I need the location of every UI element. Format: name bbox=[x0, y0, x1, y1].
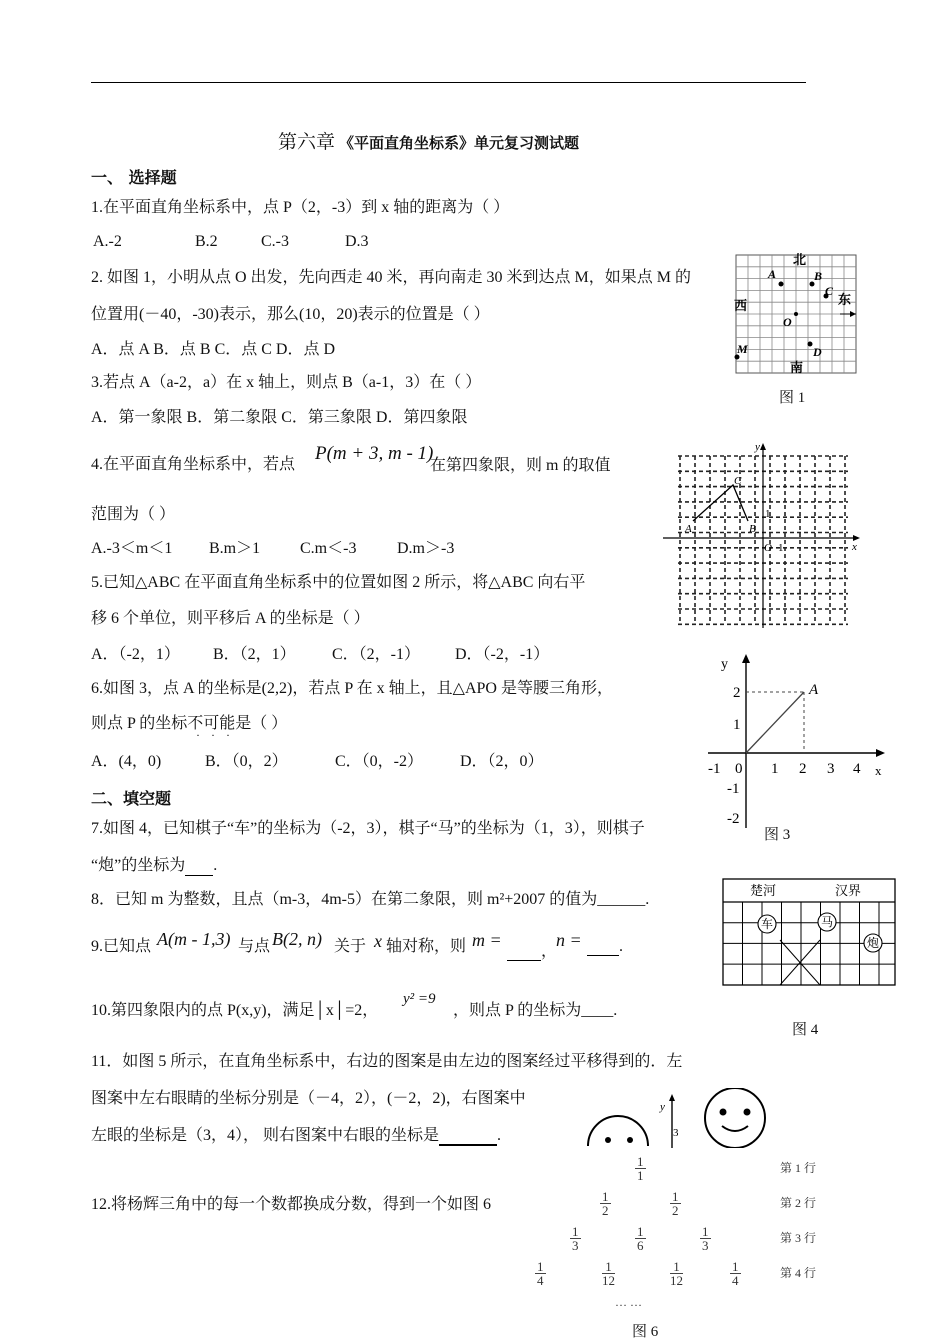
fig6-numerator: 1 bbox=[602, 1260, 615, 1274]
q9-n: n = bbox=[556, 930, 582, 950]
section-heading-choice: 一、 选择题 bbox=[91, 168, 177, 187]
fig6-numerator: 1 bbox=[637, 1224, 644, 1239]
fig6-numerator: 1 bbox=[572, 1224, 579, 1239]
q1-option-a: A.-2 bbox=[93, 233, 122, 250]
fig1-north-label: 北 bbox=[793, 252, 807, 267]
fig6-denominator: 4 bbox=[537, 1273, 544, 1288]
fig6-numerator: 1 bbox=[702, 1224, 709, 1239]
question-6-line-2: 则点 P 的坐标不可能是（ ） bbox=[91, 715, 288, 732]
fig2-point-b: B bbox=[749, 523, 756, 535]
q6-option-b: B．（0，2） bbox=[205, 753, 288, 770]
question-11-line-2: 图案中左右眼睛的坐标分别是（－4，2），(－2，2)，右图案中 bbox=[91, 1090, 526, 1107]
fig2-tick-x1: 1 bbox=[778, 542, 784, 554]
fig6-row-label: 第 3 行 bbox=[780, 1231, 817, 1245]
fig1-west-label: 西 bbox=[734, 298, 748, 313]
fig6-denominator: 2 bbox=[602, 1203, 609, 1218]
question-7-line-1: 7.如图 4，已知棋子“车”的坐标为（-2，3），棋子“马”的坐标为（1，3），则棋子 bbox=[91, 820, 645, 837]
question-2-line-1: 2. 如图 1，小明从点 O 出发，先向西走 40 米，再向南走 30 米到达点 M，如果点 M 的 bbox=[91, 269, 692, 286]
fig2-origin: O bbox=[764, 542, 772, 554]
fig6-fraction bbox=[535, 1260, 546, 1287]
question-5-line-2: 移 6 个单位，则平移后 A 的坐标是（ ） bbox=[91, 610, 370, 627]
fig6-row-label: 第 4 行 bbox=[780, 1266, 817, 1280]
fig2-axis-x: x bbox=[852, 541, 857, 553]
fig3-ytick-neg2: -2 bbox=[727, 811, 740, 827]
fig2-point-a: A bbox=[685, 523, 692, 535]
fig6-denominator: 3 bbox=[572, 1238, 579, 1253]
q9-text-pre: 9.已知点 bbox=[91, 938, 152, 955]
emphasis-dots: ··· bbox=[196, 728, 241, 742]
q9-x: x bbox=[374, 931, 382, 951]
question-5-line-1: 5.已知△ABC 在平面直角坐标系中的位置如图 2 所示，将△ABC 向右平 bbox=[91, 574, 586, 591]
figure-6-caption: 图 6 bbox=[632, 1324, 659, 1340]
q1-option-d: D.3 bbox=[345, 233, 369, 250]
fig3-xtick-3: 3 bbox=[827, 761, 835, 777]
fig3-ytick-2: 2 bbox=[733, 685, 741, 701]
fig6-fraction bbox=[730, 1260, 741, 1287]
q9-point-b: B(2, n) bbox=[272, 929, 322, 949]
fig6-numerator: 1 bbox=[672, 1189, 679, 1204]
q4-option-d: D.m＞-3 bbox=[397, 540, 455, 557]
q3-options: A．第一象限 B．第二象限 C．第三象限 D．第四象限 bbox=[91, 409, 468, 426]
fig2-point-c: C bbox=[734, 475, 742, 487]
fig6-fraction bbox=[700, 1225, 711, 1252]
question-8: 8．已知 m 为整数，且点（m-3，4m-5）在第二象限，则 m²+2007 的值为______. bbox=[91, 891, 650, 908]
q5-option-d: D．（-2，-1） bbox=[455, 646, 550, 663]
fig6-fraction bbox=[600, 1190, 611, 1217]
fig6-fraction bbox=[670, 1260, 683, 1287]
fig6-denominator: 3 bbox=[702, 1238, 709, 1253]
q7-text: “炮”的坐标为 bbox=[91, 857, 186, 874]
q4-option-a: A.-3＜m＜1 bbox=[91, 540, 173, 557]
q9-text-mid: 与点 bbox=[238, 938, 271, 955]
fig6-denominator: 2 bbox=[672, 1203, 679, 1218]
fig6-numerator: 1 bbox=[637, 1154, 644, 1169]
fig6-fraction bbox=[602, 1260, 615, 1287]
figure-5-smiley-faces bbox=[580, 1088, 790, 1148]
q2-options: A．点 A B．点 B C．点 C D．点 D bbox=[91, 341, 336, 358]
figure-3-caption: 图 3 bbox=[764, 827, 791, 843]
question-2-line-2: 位置用(－40，-30)表示，那么(10，20)表示的位置是（ ） bbox=[91, 306, 490, 323]
q11-text: 左眼的坐标是（3，4）， 则右图案中右眼的坐标是 bbox=[91, 1127, 440, 1144]
page-title bbox=[278, 127, 579, 154]
fig4-piece-ma: 马 bbox=[820, 915, 834, 929]
header-rule bbox=[91, 82, 806, 83]
q6-option-a: A．(4，0) bbox=[91, 753, 162, 770]
question-3: 3.若点 A（a-2，a）在 x 轴上，则点 B（a-1，3）在（ ） bbox=[91, 374, 482, 391]
question-1: 1.在平面直角坐标系中，点 P（2，-3）到 x 轴的距离为（ ） bbox=[91, 199, 510, 216]
q6-option-c: C．（0，-2） bbox=[335, 753, 424, 770]
q7-answer-blank bbox=[185, 859, 213, 876]
fig5-tick-3: 3 bbox=[673, 1127, 679, 1139]
fig1-point-m: M bbox=[737, 342, 748, 356]
fig3-xtick-0: 0 bbox=[735, 761, 743, 777]
figure-6-fraction-triangle bbox=[530, 1150, 860, 1315]
q9-m-blank: ， bbox=[507, 938, 557, 961]
fig6-ellipsis: … … bbox=[615, 1295, 642, 1309]
q6-option-d: D．（2，0） bbox=[460, 753, 544, 770]
q4-option-b: B.m＞1 bbox=[209, 540, 261, 557]
q4-point-expression: P(m + 3, m - 1) bbox=[315, 443, 434, 464]
fig6-denominator: 12 bbox=[602, 1273, 615, 1288]
fig3-xtick-4: 4 bbox=[853, 761, 861, 777]
question-4-line-1 bbox=[91, 455, 295, 475]
fig3-axis-x: x bbox=[875, 763, 882, 778]
q9-text-axis: 轴对称，则 bbox=[386, 938, 467, 955]
fig4-river-left: 楚河 bbox=[750, 883, 777, 898]
question-6-line-1: 6.如图 3，点 A 的坐标是(2,2)，若点 P 在 x 轴上，且△APO 是等腰三角形， bbox=[91, 680, 613, 697]
fig1-point-d: D bbox=[813, 345, 822, 359]
fig6-denominator: 12 bbox=[670, 1273, 683, 1288]
q10-text-pre: 10.第四象限内的点 P(x,y)，满足│x│=2， bbox=[91, 1002, 379, 1019]
fig1-point-b: B bbox=[814, 269, 823, 283]
question-12: 12.将杨辉三角中的每一个数都换成分数，得到一个如图 6 bbox=[91, 1196, 492, 1213]
q9-point-a: A(m - 1,3) bbox=[157, 929, 231, 949]
fig6-denominator: 4 bbox=[732, 1273, 739, 1288]
fig3-xtick-neg1: -1 bbox=[708, 761, 721, 777]
figure-1-caption: 图 1 bbox=[779, 390, 806, 406]
figure-4-chessboard bbox=[720, 877, 898, 989]
fig3-ytick-neg1: -1 bbox=[727, 781, 740, 797]
fig6-fraction bbox=[635, 1225, 646, 1252]
fig6-row-label: 第 1 行 bbox=[780, 1161, 817, 1175]
fig6-denominator: 1 bbox=[637, 1168, 644, 1183]
q9-m: m = bbox=[472, 930, 502, 950]
figure-3-axes bbox=[703, 648, 888, 833]
figure-2-coordinate-grid bbox=[660, 438, 865, 630]
fig6-fraction bbox=[570, 1225, 581, 1252]
figure-1-grid bbox=[728, 248, 860, 380]
fig4-river-right: 汉界 bbox=[835, 883, 862, 898]
fig6-denominator: 6 bbox=[637, 1238, 644, 1253]
fig1-point-c: C bbox=[825, 284, 834, 298]
q5-option-b: B．（2，1） bbox=[213, 646, 296, 663]
fig6-fraction bbox=[635, 1155, 646, 1182]
q4-text-post: 在第四象限，则 m 的取值 bbox=[430, 457, 611, 474]
fig1-point-a: A bbox=[768, 267, 777, 281]
fig3-xtick-2: 2 bbox=[799, 761, 807, 777]
fig1-south-label: 南 bbox=[790, 360, 804, 375]
title-chapter: 第六章 bbox=[278, 132, 336, 153]
fig6-row-label: 第 2 行 bbox=[780, 1196, 817, 1210]
fig6-numerator: 1 bbox=[670, 1260, 683, 1274]
q9-text-post: 关于 bbox=[334, 938, 367, 955]
question-11-line-3: 左眼的坐标是（3，4）， 则右图案中右眼的坐标是 . bbox=[91, 1127, 502, 1144]
fig6-fraction bbox=[670, 1190, 681, 1217]
q4-option-c: C.m＜-3 bbox=[300, 540, 357, 557]
fig5-axis-y: y bbox=[660, 1101, 665, 1113]
title-subject: 《平面直角坐标系》单元复习测试题 bbox=[339, 134, 580, 152]
q10-equation: y² =9 bbox=[403, 991, 436, 1007]
question-11-line-1: 11．如图 5 所示，在直角坐标系中，右边的图案是由左边的图案经过平移得到的．左 bbox=[91, 1053, 683, 1070]
fig1-point-o: O bbox=[783, 315, 792, 329]
section-heading-fill: 二、填空题 bbox=[91, 789, 172, 808]
figure-4-caption: 图 4 bbox=[792, 1022, 819, 1038]
fig3-xtick-1: 1 bbox=[771, 761, 779, 777]
fig3-point-a: A bbox=[809, 682, 819, 698]
fig6-numerator: 1 bbox=[602, 1189, 609, 1204]
q9-n-blank: . bbox=[587, 938, 623, 956]
fig2-tick-y1: 1 bbox=[765, 508, 771, 520]
fig3-ytick-1: 1 bbox=[733, 717, 741, 733]
q11-answer-blank bbox=[439, 1128, 497, 1146]
fig4-piece-che: 车 bbox=[760, 917, 774, 931]
fig1-east-label: 东 bbox=[838, 292, 852, 307]
fig4-piece-pao: 炮 bbox=[866, 936, 880, 950]
q10-text-post: ，则点 P 的坐标为____. bbox=[453, 1002, 618, 1019]
q5-option-a: A．（-2，1） bbox=[91, 646, 180, 663]
fig6-numerator: 1 bbox=[537, 1259, 544, 1274]
fig2-axis-y: y bbox=[755, 441, 760, 453]
question-7-line-2: “炮”的坐标为 . bbox=[91, 857, 218, 874]
q1-option-c: C.-3 bbox=[261, 233, 289, 250]
q4-text-pre: 4.在平面直角坐标系中，若点 bbox=[91, 456, 296, 473]
question-4-line-2: 范围为（ ） bbox=[91, 506, 176, 523]
q1-option-b: B.2 bbox=[195, 233, 218, 250]
fig3-axis-y: y bbox=[721, 657, 728, 672]
q5-option-c: C．（2，-1） bbox=[332, 646, 421, 663]
fig6-numerator: 1 bbox=[732, 1259, 739, 1274]
